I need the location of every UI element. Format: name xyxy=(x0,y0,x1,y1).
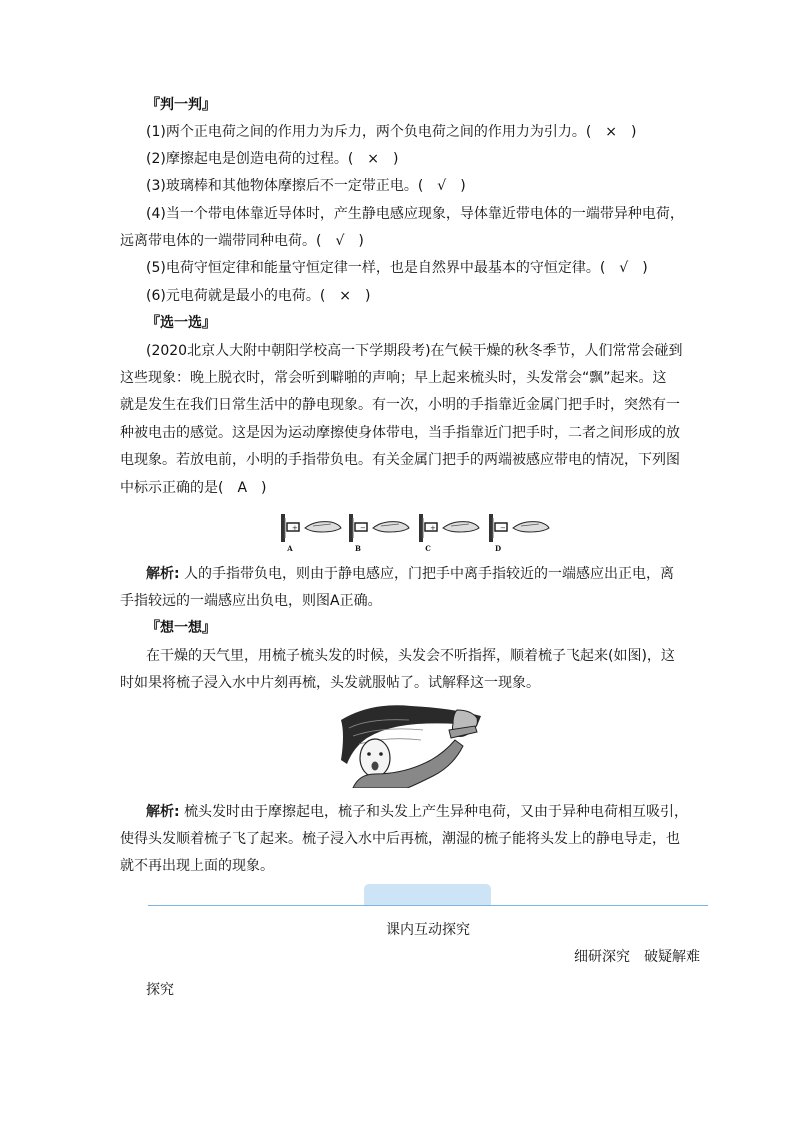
choose-line-6: 中标示正确的是( A ) xyxy=(120,480,267,496)
choose-line-2: 这些现象：晚上脱衣时，常会听到噼啪的声响；早上起来梳头时，头发常会“飘”起来。这 xyxy=(120,370,667,386)
choose-line-5: 电现象。若放电前，小明的手指带负电。有关金属门把手的两端被感应带电的情况，下列图 xyxy=(120,452,680,468)
section-tab xyxy=(364,884,491,906)
section-divider xyxy=(148,905,708,906)
judge-item-4-cont: 远离带电体的一端带同种电荷。( √ ) xyxy=(120,233,364,249)
think-analysis-line-2: 使得头发顺着梳子飞了起来。梳子浸入水中后再梳，潮湿的梳子能将头发上的静电导走，也 xyxy=(120,831,680,847)
analysis-text: 梳头发时由于摩擦起电，梳子和头发上产生异种电荷，又由于异种电荷相互吸引， xyxy=(184,804,689,820)
figure-option-c xyxy=(417,512,481,556)
figure-option-b xyxy=(347,512,411,556)
svg-text:−: − xyxy=(500,524,506,532)
analysis-text: 人的手指带负电，则由于静电感应，门把手中离手指较近的一端感应出正电，离 xyxy=(184,566,675,582)
option-figures xyxy=(279,512,549,556)
door-handle-finger-icon xyxy=(417,512,481,544)
judge-item-3: (3)玻璃棒和其他物体摩擦后不一定带正电。( √ ) xyxy=(146,178,466,194)
section-title: 课内互动探究 xyxy=(386,922,470,938)
think-heading: 『想一想』 xyxy=(146,620,216,636)
figure-label-c: C xyxy=(425,544,431,553)
analysis-label: 解析: xyxy=(146,566,180,582)
choose-line-1: (2020北京人大附中朝阳学校高一下学期段考)在气候干燥的秋冬季节，人们常常会碰到 xyxy=(146,343,683,359)
svg-text:+: + xyxy=(292,524,298,532)
choose-analysis-line-2: 手指较远的一端感应出负电，则图A正确。 xyxy=(120,593,382,609)
door-handle-finger-icon xyxy=(347,512,411,544)
judge-item-5: (5)电荷守恒定律和能量守恒定律一样，也是自然界中最基本的守恒定律。( √ ) xyxy=(146,260,648,276)
choose-line-3: 就是发生在我们日常生活中的静电现象。有一次，小明的手指靠近金属门把手时，突然有一 xyxy=(120,397,680,413)
think-line-2: 时如果将梳子浸入水中片刻再梳，头发就服帖了。试解释这一现象。 xyxy=(120,675,540,691)
choose-line-4: 种被电击的感觉。这是因为运动摩擦使身体带电，当手指靠近门把手时，二者之间形成的放 xyxy=(120,425,680,441)
door-handle-finger-icon xyxy=(279,512,343,544)
analysis-label: 解析: xyxy=(146,804,180,820)
figure-option-a xyxy=(279,512,343,556)
figure-option-d xyxy=(487,512,551,556)
figure-label-d: D xyxy=(494,544,502,553)
hair-comb-illustration xyxy=(339,700,483,788)
choose-heading: 『选一选』 xyxy=(146,315,216,331)
figure-label-b: B xyxy=(355,544,361,553)
next-heading: 探究 xyxy=(146,982,174,998)
figure-label-a: A xyxy=(287,544,293,553)
door-handle-finger-icon xyxy=(487,512,551,544)
judge-item-4: (4)当一个带电体靠近导体时，产生静电感应现象，导体靠近带电体的一端带异种电荷， xyxy=(146,206,684,222)
girl-combing-hair-icon xyxy=(339,700,483,788)
think-analysis-line-1 xyxy=(146,802,688,822)
judge-heading: 『判一判』 xyxy=(146,97,216,113)
svg-text:−: − xyxy=(360,524,366,532)
section-subtitle: 细研深究 破疑解难 xyxy=(574,949,700,965)
judge-item-1: (1)两个正电荷之间的作用力为斥力，两个负电荷之间的作用力为引力。( × ) xyxy=(146,124,637,140)
choose-analysis-line-1 xyxy=(146,564,674,584)
judge-item-6: (6)元电荷就是最小的电荷。( × ) xyxy=(146,288,371,304)
judge-item-2: (2)摩擦起电是创造电荷的过程。( × ) xyxy=(146,151,399,167)
think-analysis-line-3: 就不再出现上面的现象。 xyxy=(120,858,274,874)
svg-text:+: + xyxy=(430,524,436,532)
think-line-1: 在干燥的天气里，用梳子梳头发的时候，头发会不听指挥，顺着梳子飞起来(如图)，这 xyxy=(146,648,675,664)
